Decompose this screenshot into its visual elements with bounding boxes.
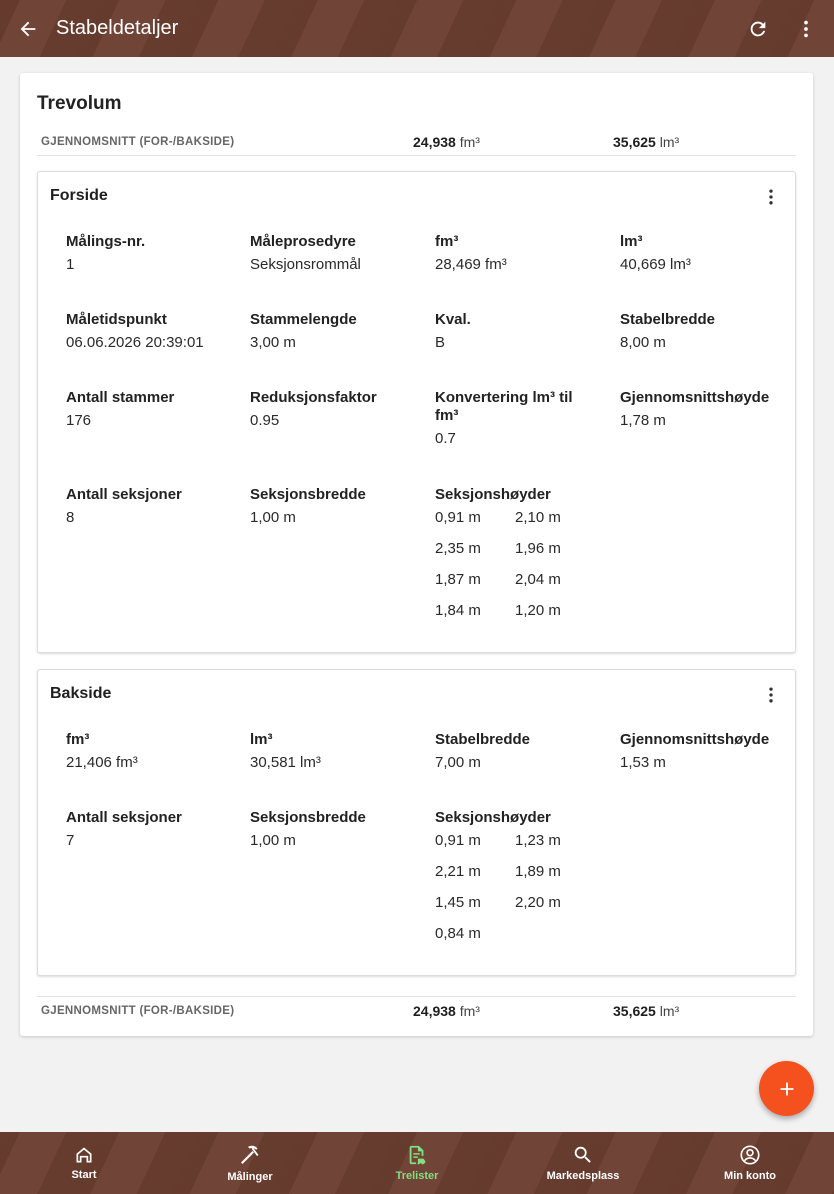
forside-title: Forside bbox=[50, 187, 108, 204]
section-height: 1,20 m bbox=[515, 602, 561, 619]
bakside-title: Bakside bbox=[50, 685, 112, 702]
field-lm: lm³ 40,669 lm³ bbox=[620, 233, 691, 273]
field-seksjonsbredde: Seksjonsbredde 1,00 m bbox=[250, 486, 366, 526]
section-height: 1,84 m bbox=[435, 602, 481, 619]
forside-card bbox=[37, 171, 796, 653]
field-antall-stammer: Antall stammer 176 bbox=[66, 389, 175, 429]
field-maletidspunkt: Måletidspunkt 06.06.2026 20:39:01 bbox=[66, 311, 204, 351]
average-row-bottom bbox=[37, 996, 796, 1024]
average-fm: 24,938 fm³ bbox=[413, 1002, 480, 1019]
home-icon bbox=[74, 1145, 94, 1165]
nav-item-markedsplass[interactable]: Markedsplass bbox=[523, 1132, 643, 1194]
hammer-pick-icon bbox=[238, 1143, 262, 1167]
field-seksjonshoyder: Seksjonshøyder bbox=[435, 809, 551, 826]
average-lm: 35,625 lm³ bbox=[613, 133, 680, 150]
forside-menu-button[interactable] bbox=[761, 186, 781, 208]
section-height: 0,91 m bbox=[435, 832, 481, 849]
back-button[interactable] bbox=[0, 0, 56, 57]
section-height: 0,84 m bbox=[435, 925, 481, 942]
plus-icon bbox=[776, 1078, 798, 1100]
average-label: GJENNOMSNITT (FOR-/BAKSIDE) bbox=[41, 135, 235, 148]
section-height: 2,21 m bbox=[435, 863, 481, 880]
field-stammelengde: Stammelengde 3,00 m bbox=[250, 311, 357, 351]
section-height: 2,20 m bbox=[515, 894, 561, 911]
search-icon bbox=[572, 1144, 594, 1166]
field-lm: lm³ 30,581 lm³ bbox=[250, 731, 321, 771]
average-fm: 24,938 fm³ bbox=[413, 133, 480, 150]
field-gjennomsnittshoyde: Gjennomsnittshøyde 1,53 m bbox=[620, 731, 770, 771]
page-title: Stabeldetaljer bbox=[56, 17, 179, 39]
bakside-card bbox=[37, 669, 796, 976]
trevolum-card bbox=[20, 73, 813, 1036]
add-fab-button[interactable] bbox=[759, 1061, 814, 1116]
field-seksjonshoyder: Seksjonshøyder bbox=[435, 486, 551, 503]
section-height: 1,87 m bbox=[435, 571, 481, 588]
bottom-navigation bbox=[0, 1132, 834, 1194]
field-fm: fm³ 28,469 fm³ bbox=[435, 233, 507, 273]
more-vert-icon bbox=[795, 18, 817, 40]
nav-item-start[interactable]: Start bbox=[24, 1132, 144, 1194]
account-circle-icon bbox=[739, 1144, 761, 1166]
section-height: 2,35 m bbox=[435, 540, 481, 557]
field-maleprosedyre: Måleprosedyre Seksjonsrommål bbox=[250, 233, 361, 273]
section-height: 2,10 m bbox=[515, 509, 561, 526]
more-menu-button[interactable] bbox=[782, 0, 830, 57]
nav-item-malinger[interactable]: Målinger bbox=[190, 1132, 310, 1194]
field-antall-seksjoner: Antall seksjoner 7 bbox=[66, 809, 182, 849]
average-lm: 35,625 lm³ bbox=[613, 1002, 680, 1019]
field-malings-nr: Målings-nr. 1 bbox=[66, 233, 146, 273]
card-title: Trevolum bbox=[37, 93, 122, 114]
field-kval: Kval. B bbox=[435, 311, 471, 351]
section-height: 1,96 m bbox=[515, 540, 561, 557]
section-height: 1,89 m bbox=[515, 863, 561, 880]
section-height: 1,23 m bbox=[515, 832, 561, 849]
average-row-top bbox=[37, 128, 796, 156]
field-seksjonsbredde: Seksjonsbredde 1,00 m bbox=[250, 809, 366, 849]
section-height: 0,91 m bbox=[435, 509, 481, 526]
field-reduksjonsfaktor: Reduksjonsfaktor 0.95 bbox=[250, 389, 377, 429]
document-truck-icon bbox=[406, 1144, 428, 1166]
field-antall-seksjoner: Antall seksjoner 8 bbox=[66, 486, 182, 526]
more-vert-icon bbox=[761, 187, 781, 207]
field-gjennomsnittshoyde: Gjennomsnittshøyde 1,78 m bbox=[620, 389, 770, 429]
field-stabelbredde: Stabelbredde 8,00 m bbox=[620, 311, 716, 351]
section-height: 2,04 m bbox=[515, 571, 561, 588]
more-vert-icon bbox=[761, 685, 781, 705]
arrow-left-icon bbox=[17, 18, 39, 40]
refresh-button[interactable] bbox=[734, 0, 782, 57]
nav-item-min-konto[interactable]: Min konto bbox=[690, 1132, 810, 1194]
bakside-menu-button[interactable] bbox=[761, 684, 781, 706]
refresh-icon bbox=[747, 18, 769, 40]
field-konvertering: Konvertering lm³ til fm³ 0.7 bbox=[435, 389, 573, 447]
nav-item-trelister[interactable]: Trelister bbox=[357, 1132, 477, 1194]
average-label: GJENNOMSNITT (FOR-/BAKSIDE) bbox=[41, 1004, 235, 1017]
top-app-bar bbox=[0, 0, 834, 57]
field-fm: fm³ 21,406 fm³ bbox=[66, 731, 138, 771]
section-height: 1,45 m bbox=[435, 894, 481, 911]
field-stabelbredde: Stabelbredde 7,00 m bbox=[435, 731, 531, 771]
